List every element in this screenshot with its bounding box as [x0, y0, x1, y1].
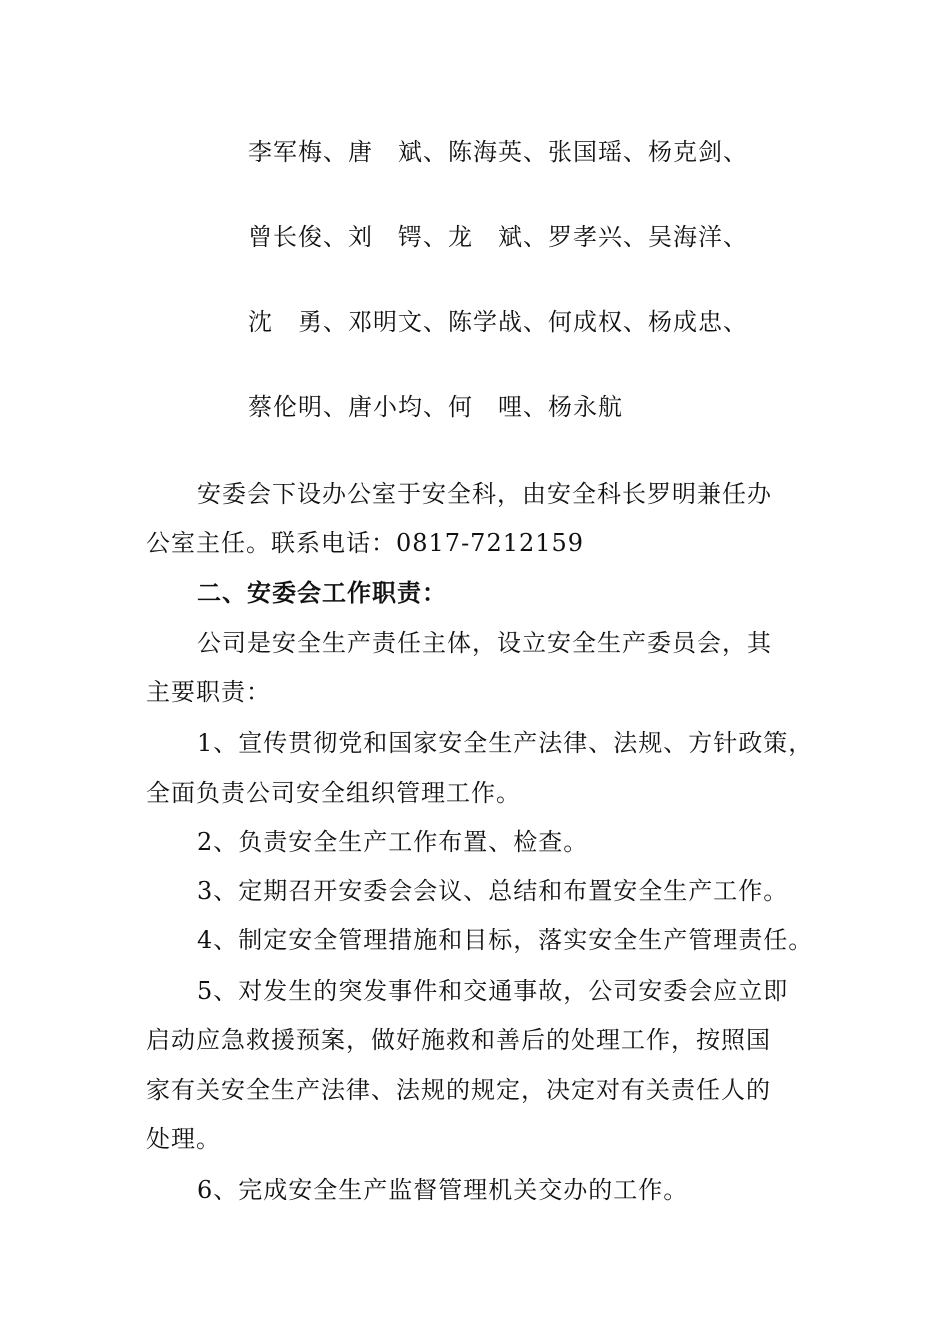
duty-item-1-line-2: 全面负责公司安全组织管理工作。: [146, 779, 521, 807]
member-list-row-3: 沈 勇、邓明文、陈学战、何成权、杨成忠、: [248, 308, 748, 336]
member-list-row-1: 李军梅、唐 斌、陈海英、张国瑶、杨克剑、: [248, 138, 748, 166]
member-list-row-4: 蔡伦明、唐小均、何 哩、杨永航: [248, 393, 623, 421]
duty-item-4: 4、制定安全管理措施和目标，落实安全生产管理责任。: [197, 926, 814, 954]
duty-item-5-line-1: 5、对发生的突发事件和交通事故，公司安委会应立即: [197, 977, 789, 1005]
member-list-row-2: 曾长俊、刘 锷、龙 斌、罗孝兴、吴海洋、: [248, 223, 748, 251]
duty-item-3: 3、定期召开安委会会议、总结和布置安全生产工作。: [197, 877, 789, 905]
duty-item-5-line-3: 家有关安全生产法律、法规的规定，决定对有关责任人的: [146, 1076, 771, 1104]
duty-item-5-line-4: 处理。: [146, 1125, 221, 1153]
section-heading: 二、安委会工作职责：: [197, 578, 447, 607]
duty-item-6: 6、完成安全生产监督管理机关交办的工作。: [197, 1176, 689, 1204]
office-paragraph-line-2: 公室主任。联系电话：0817-7212159: [146, 529, 585, 557]
office-paragraph-line-1: 安委会下设办公室于安全科，由安全科长罗明兼任办: [197, 480, 772, 508]
intro-paragraph-line-1: 公司是安全生产责任主体，设立安全生产委员会，其: [197, 629, 772, 657]
duty-item-1-line-1: 1、宣传贯彻党和国家安全生产法律、法规、方针政策，: [197, 729, 814, 757]
intro-paragraph-line-2: 主要职责：: [146, 678, 271, 706]
duty-item-2: 2、负责安全生产工作布置、检查。: [197, 828, 589, 856]
duty-item-5-line-2: 启动应急救援预案，做好施救和善后的处理工作，按照国: [146, 1026, 771, 1054]
